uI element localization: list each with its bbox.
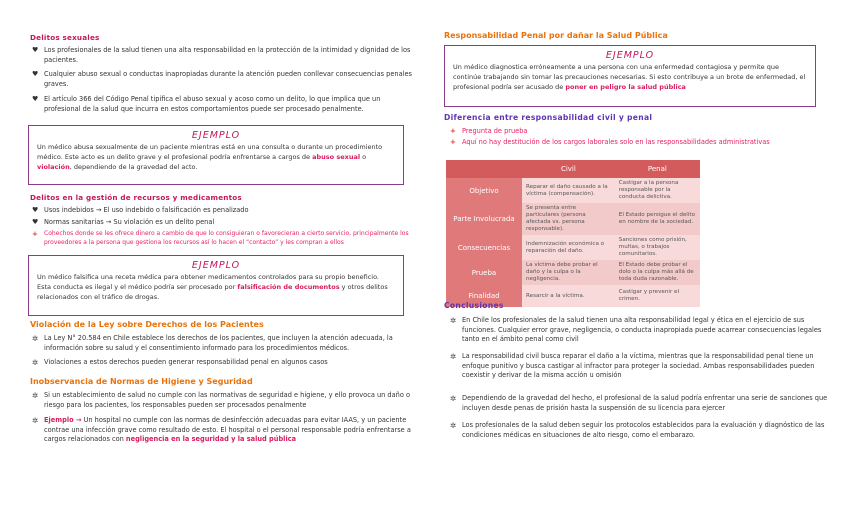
heading-delitos-sexuales: Delitos sexuales bbox=[30, 33, 100, 42]
table-row bbox=[446, 178, 700, 203]
heart-bullet-icon: ♥ bbox=[32, 218, 39, 226]
plus-bullet-icon: + bbox=[32, 230, 38, 238]
heart-bullet-icon: ♥ bbox=[32, 70, 39, 78]
list-item: ♥ Usos indebidos → El uso indebido o falsificación es penalizado bbox=[32, 206, 249, 214]
example-title: EJEMPLO bbox=[191, 130, 241, 141]
table-header-row bbox=[446, 160, 700, 178]
row-header: Parte Involucrada bbox=[446, 203, 522, 235]
flower-bullet-icon: ✲ bbox=[450, 352, 457, 361]
list-item: ✲ La Ley N° 20.584 en Chile establece los derechos de los pacientes, que incluyen la atención adecuada, la información sobre su salud y el consentimiento informado para los procedimientos médicos. bbox=[32, 334, 393, 352]
table-cell: El Estado persigue el delito en nombre de la sociedad. bbox=[615, 203, 700, 235]
example-text: Un médico abusa sexualmente de un paciente mientras está en una consulta o durante un procedimiento médico. Este acto es un delito grave y el profesional podría enfrentarse a cargos de abuso sexual o violación, dependiendo de la gravedad del acto. bbox=[37, 143, 383, 171]
table-cell: Sanciones como prisión, multas, o trabajos comunitarios. bbox=[615, 235, 700, 260]
example-box bbox=[444, 45, 816, 107]
flower-bullet-icon: ✲ bbox=[32, 416, 39, 425]
table-cell: Indemnización económica o reparación del daño. bbox=[522, 235, 615, 260]
list-item: ✲ Ejemplo → Un hospital no cumple con las normas de desinfección adecuadas para evitar IAAS, y un paciente contrae una infección grave como resultado de esto. El hospital o el personal responsable podría enfrentarse a cargos relacionados con negligencia en la seguridad y la salud pública bbox=[32, 416, 411, 444]
list-item: + Pregunta de prueba bbox=[450, 127, 528, 135]
list-item: ✲ Violaciones a estos derechos pueden generar responsabilidad penal en algunos casos bbox=[32, 358, 328, 367]
list-item: ♥ Cualquier abuso sexual o conductas inapropiadas durante la atención pueden conllevar consecuencias penales graves. bbox=[32, 70, 412, 88]
list-item: ✲ Los profesionales de la salud deben seguir los protocolos establecidos para la evaluación y diagnóstico de las condiciones médicas en situaciones de alto riesgo, como el embarazo. bbox=[450, 421, 825, 439]
example-box bbox=[28, 255, 404, 316]
example-box bbox=[28, 125, 404, 185]
table-cell: Reparar el daño causado a la víctima (compensación). bbox=[522, 178, 615, 203]
list-item: ✲ La responsabilidad civil busca reparar el daño a la víctima, mientras que la responsabilidad penal tiene un enfoque punitivo y busca castigar al infractor para proteger la sociedad. Ambas responsabilidades pueden coexistir y derivar de la misma acción u omisión bbox=[450, 352, 815, 380]
heart-bullet-icon: ♥ bbox=[32, 95, 39, 103]
heading-resp-penal: Responsabilidad Penal por dañar la Salud Pública bbox=[444, 31, 668, 40]
flower-bullet-icon: ✲ bbox=[450, 316, 457, 325]
heading-higiene: Inobservancia de Normas de Higiene y Seguridad bbox=[30, 377, 253, 386]
list-item: ✲ En Chile los profesionales de la salud tienen una alta responsabilidad legal y ética en el ejercicio de sus funciones. Cualquier error grave, negligencia, o conducta inapropiada puede acarrear consecuencias legales tanto en el ámbito penal como civil bbox=[450, 316, 822, 344]
plus-bullet-icon: + bbox=[450, 127, 456, 135]
flower-bullet-icon: ✲ bbox=[32, 391, 39, 400]
flower-bullet-icon: ✲ bbox=[450, 394, 457, 403]
list-item: ♥ Normas sanitarias → Su violación es un delito penal bbox=[32, 218, 215, 226]
example-title: EJEMPLO bbox=[605, 50, 655, 61]
comparison-table bbox=[446, 160, 700, 307]
flower-bullet-icon: ✲ bbox=[32, 334, 39, 343]
table-header bbox=[446, 160, 522, 178]
list-item: ✲ Dependiendo de la gravedad del hecho, el profesional de la salud podría enfrentar una serie de sanciones que incluyen desde penas de prisión hasta la suspensión de su licencia para ejercer bbox=[450, 394, 828, 412]
row-header: Consecuencias bbox=[446, 235, 522, 260]
heading-violacion-ley: Violación de la Ley sobre Derechos de los Pacientes bbox=[30, 320, 264, 329]
table-header: Penal bbox=[615, 160, 700, 178]
heading-delitos-recursos: Delitos en la gestión de recursos y medicamentos bbox=[30, 193, 242, 202]
table-cell: Castigar y prevenir el crimen. bbox=[615, 285, 700, 307]
heart-bullet-icon: ♥ bbox=[32, 206, 39, 214]
table-cell: El Estado debe probar el dolo o la culpa más allá de toda duda razonable. bbox=[615, 260, 700, 285]
plus-bullet-icon: + bbox=[450, 138, 456, 146]
list-item: + Aquí no hay destitución de los cargos laborales solo en las responsabilidades administrativas bbox=[450, 138, 770, 146]
list-item: ♥ Los profesionales de la salud tienen una alta responsabilidad en la protección de la intimidad y dignidad de los pacientes. bbox=[32, 46, 411, 64]
heading-diferencia: Diferencia entre responsabilidad civil y penal bbox=[444, 113, 653, 122]
heading-conclusiones: Conclusiones bbox=[444, 301, 504, 310]
table-cell: La víctima debe probar el daño y la culpa o la negligencia. bbox=[522, 260, 615, 285]
list-item: + Cohechos donde se les ofrece dinero a cambio de que lo consiguieran o favorecieran a cierto servicio, principalmente los proveedores a la persona que gestiona los recursos así lo hacen el “contacto” y les compran a ellos bbox=[32, 230, 409, 246]
table-header: Civil bbox=[522, 160, 615, 178]
table-cell: Resarcir a la víctima. bbox=[522, 285, 615, 307]
row-header: Prueba bbox=[446, 260, 522, 285]
list-item: ♥ El artículo 366 del Código Penal tipifica el abuso sexual y acoso como un delito, lo que implica que un profesional de la salud que incurra en estos comportamientos puede ser procesado penalmente. bbox=[32, 95, 381, 113]
example-text: Un médico diagnostica erróneamente a una persona con una enfermedad contagiosa y permite que continúe trabajando sin tomar las precauciones necesarias. Si esto contribuye a un brote de enfermedad, el profesional podría ser acusado de poner en peligro la salud pública bbox=[453, 63, 806, 91]
flower-bullet-icon: ✲ bbox=[450, 421, 457, 430]
table-cell: Castigar a la persona responsable por la conducta delictiva. bbox=[615, 178, 700, 203]
row-header: Objetivo bbox=[446, 178, 522, 203]
table-row bbox=[446, 203, 700, 235]
flower-bullet-icon: ✲ bbox=[32, 358, 39, 367]
table-row bbox=[446, 235, 700, 260]
example-text: Un médico falsifica una receta médica para obtener medicamentos controlados para su propio beneficio. Esta conducta es ilegal y el médico podría ser procesado por falsificación de documentos y otros delitos relacionados con el tráfico de drogas. bbox=[37, 273, 388, 301]
table-row bbox=[446, 260, 700, 285]
heart-bullet-icon: ♥ bbox=[32, 46, 39, 54]
table-cell: Se presenta entre particulares (persona afectada vs. persona responsable). bbox=[522, 203, 615, 235]
row-header: Finalidad bbox=[446, 285, 522, 307]
example-title: EJEMPLO bbox=[191, 260, 241, 271]
list-item: ✲ Si un establecimiento de salud no cumple con las normativas de seguridad e higiene, y ello provoca un daño o riesgo para los pacientes, los responsables pueden ser procesados penalmente bbox=[32, 391, 411, 409]
